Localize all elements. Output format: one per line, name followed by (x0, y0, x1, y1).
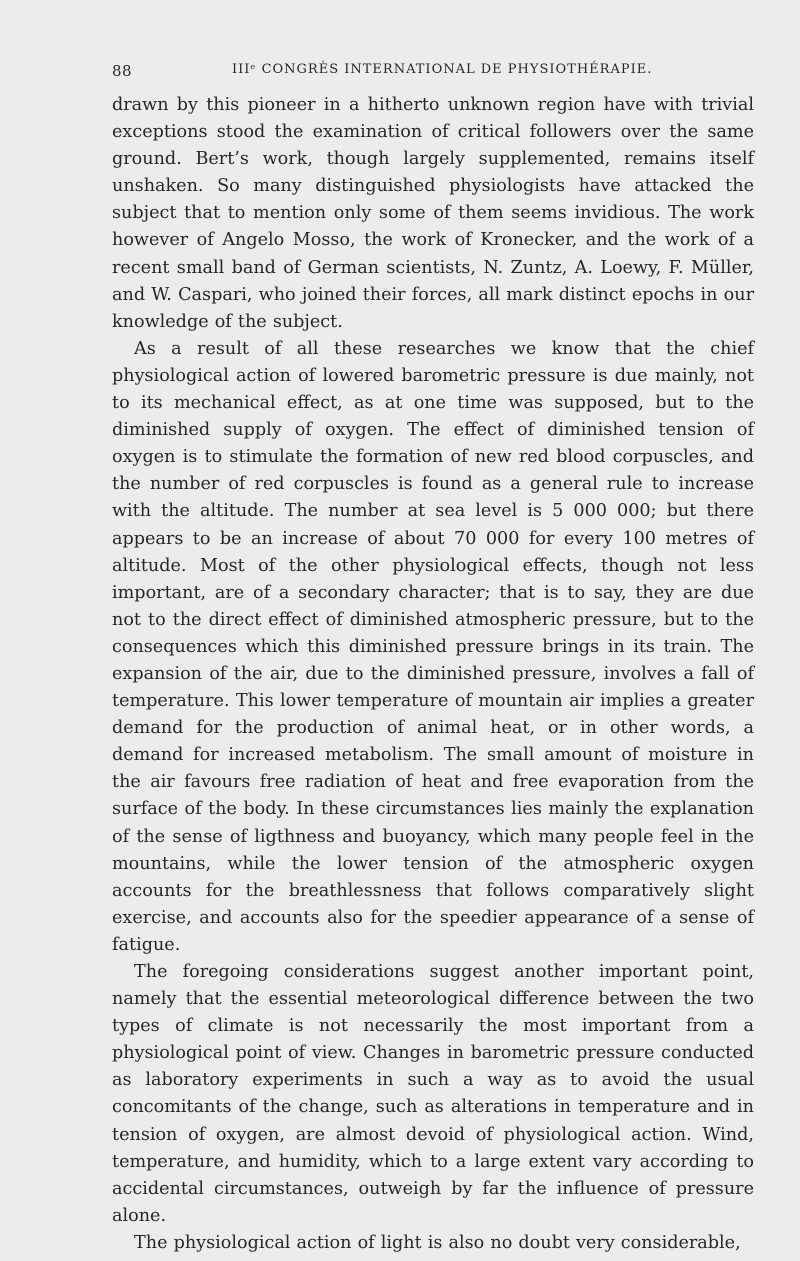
running-head: IIIᵉ CONGRÈS INTERNATIONAL DE PHYSIOTHÉRAPIE. (232, 62, 653, 77)
paragraph-continuation: drawn by this pioneer in a hitherto unknown region have with trivial exceptions stood the examination of critical followers over the same ground. Bert’s work, though largely supplemented, remains itself unshaken. So many distinguished physiologists have attacked the subject that to mention only some of them seems invidious. The work however of Angelo Mosso, the work of Kronecker, and the work of a recent small band of German scientists, N. Zuntz, A. Loewy, F. Müller, and W. Caspari, who joined their forces, all mark distinct epochs in our knowledge of the subject. (112, 95, 754, 332)
body-text (112, 92, 754, 1257)
page-header (112, 62, 752, 86)
paragraph: The foregoing considerations suggest another important point, namely that the essential meteorological difference between the two types of climate is not necessarily the most important from a physiological point of view. Changes in barometric pressure conducted as laboratory experiments in such a way as to avoid the usual concomitants of the change, such as alterations in temperature and in tension of oxygen, are almost devoid of physiological action. Wind, temperature, and humidity, which to a large extent vary according to accidental circumstances, outweigh by far the influence of pressure alone. (112, 962, 754, 1226)
paragraph: As a result of all these researches we know that the chief physiological action of lowered barometric pressure is due mainly, not to its mechanical effect, as at one time was supposed, but to the diminished supply of oxygen. The effect of diminished tension of oxygen is to stimulate the formation of new red blood corpuscles, and the number of red corpuscles is found as a general rule to increase with the altitude. The number at sea level is 5 000 000; but there appears to be an increase of about 70 000 for every 100 metres of altitude. Most of the other physiological effects, though not less important, are of a secondary character; that is to say, they are due not to the direct effect of diminished atmospheric pressure, but to the consequences which this diminished pressure brings in its train. The expansion of the air, due to the diminished pressure, involves a fall of temperature. This lower temperature of mountain air implies a greater demand for the production of animal heat, or in other words, a demand for increased metabolism. The small amount of moisture in the air favours free radiation of heat and free evaporation from the surface of the body. In these circumstances lies mainly the explanation of the sense of ligthness and buoyancy, which many people feel in the mountains, while the lower tension of the atmospheric oxygen accounts for the breathlessness that follows comparatively slight exercise, and accounts also for the speedier appearance of a sense of fatigue. (112, 338, 754, 955)
paragraph: The physiological action of light is also no doubt very considerable, (134, 1232, 741, 1253)
page-number: 88 (112, 62, 133, 80)
